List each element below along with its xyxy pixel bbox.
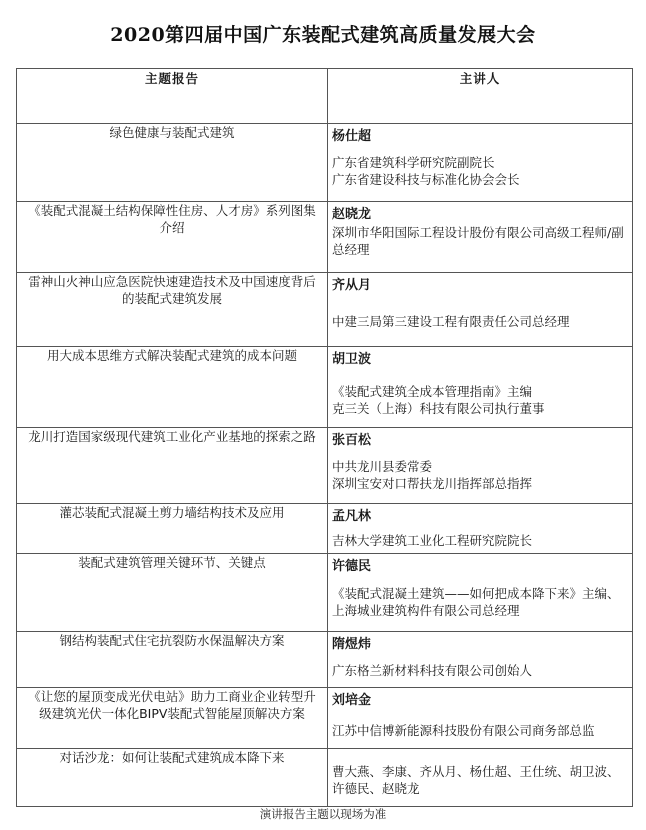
speaker-name: 隋煜炜 — [332, 637, 372, 652]
speaker-name: 齐从月 — [332, 278, 372, 293]
speaker-cell — [328, 504, 633, 554]
speaker-cell — [328, 688, 633, 749]
speaker-title: 中共龙川县委常委 深圳宝安对口帮扶龙川指挥部总指挥 — [332, 459, 533, 491]
speaker-name: 张百松 — [332, 433, 372, 448]
speaker-name: 胡卫波 — [332, 352, 372, 367]
speaker-cell — [328, 749, 633, 807]
speaker-title: 吉林大学建筑工业化工程研究院院长 — [332, 533, 533, 548]
footnote: 演讲报告主题以现场为准 — [259, 807, 387, 821]
table-row — [17, 554, 633, 632]
topic-cell: 绿色健康与装配式建筑 — [17, 124, 328, 202]
table-header-row — [17, 69, 633, 124]
table-row — [17, 273, 633, 347]
table-row — [17, 749, 633, 807]
page-title: 2020第四届中国广东装配式建筑高质量发展大会 — [110, 24, 536, 46]
topic-cell: 《让您的屋顶变成光伏电站》助力工商业企业转型升级建筑光伏一体化BIPV装配式智能屋顶解决方案 — [17, 688, 328, 749]
speaker-cell — [328, 347, 633, 428]
table-row — [17, 428, 633, 504]
speaker-title: 中建三局第三建设工程有限责任公司总经理 — [332, 314, 570, 329]
speaker-name: 许德民 — [332, 559, 372, 574]
speaker-name: 刘培金 — [332, 693, 372, 708]
table-row — [17, 688, 633, 749]
speaker-cell — [328, 632, 633, 688]
topic-cell: 《装配式混凝土结构保障性住房、人才房》系列图集介绍 — [17, 202, 328, 273]
speaker-cell — [328, 554, 633, 632]
speaker-title: 《装配式混凝土建筑——如何把成本降下来》主编、上海城业建筑构件有限公司总经理 — [332, 586, 620, 618]
topic-cell: 灌芯装配式混凝土剪力墙结构技术及应用 — [17, 504, 328, 554]
speaker-title: 广东省建筑科学研究院副院长 广东省建设科技与标准化协会会长 — [332, 155, 520, 187]
column-header-topic: 主题报告 — [17, 69, 328, 124]
speaker-name: 赵晓龙 — [332, 207, 372, 222]
topic-cell: 龙川打造国家级现代建筑工业化产业基地的探索之路 — [17, 428, 328, 504]
topic-cell: 对话沙龙：如何让装配式建筑成本降下来 — [17, 749, 328, 807]
table-row — [17, 202, 633, 273]
topic-cell: 用大成本思维方式解决装配式建筑的成本问题 — [17, 347, 328, 428]
column-header-speaker: 主讲人 — [328, 69, 633, 124]
table-row — [17, 632, 633, 688]
speaker-title: 《装配式建筑全成本管理指南》主编 克三关（上海）科技有限公司执行董事 — [332, 384, 545, 416]
salon-participants: 曹大燕、李康、齐从月、杨仕超、王仕统、胡卫波、许德民、赵晓龙 — [332, 763, 620, 796]
speaker-cell — [328, 202, 633, 273]
topic-cell: 装配式建筑管理关键环节、关键点 — [17, 554, 328, 632]
speaker-cell — [328, 428, 633, 504]
table-row — [17, 504, 633, 554]
table-row — [17, 347, 633, 428]
speaker-name: 孟凡林 — [332, 509, 372, 524]
topic-cell: 雷神山火神山应急医院快速建造技术及中国速度背后的装配式建筑发展 — [17, 273, 328, 347]
speaker-cell — [328, 124, 633, 202]
speaker-title: 广东格兰新材料科技有限公司创始人 — [332, 663, 533, 678]
speaker-title: 深圳市华阳国际工程设计股份有限公司高级工程师/副总经理 — [332, 225, 624, 257]
speaker-name: 杨仕超 — [332, 129, 372, 144]
speaker-title: 江苏中信博新能源科技股份有限公司商务部总监 — [332, 723, 595, 738]
agenda-table — [16, 68, 633, 807]
topic-cell: 钢结构装配式住宅抗裂防水保温解决方案 — [17, 632, 328, 688]
table-row — [17, 124, 633, 202]
speaker-cell — [328, 273, 633, 347]
